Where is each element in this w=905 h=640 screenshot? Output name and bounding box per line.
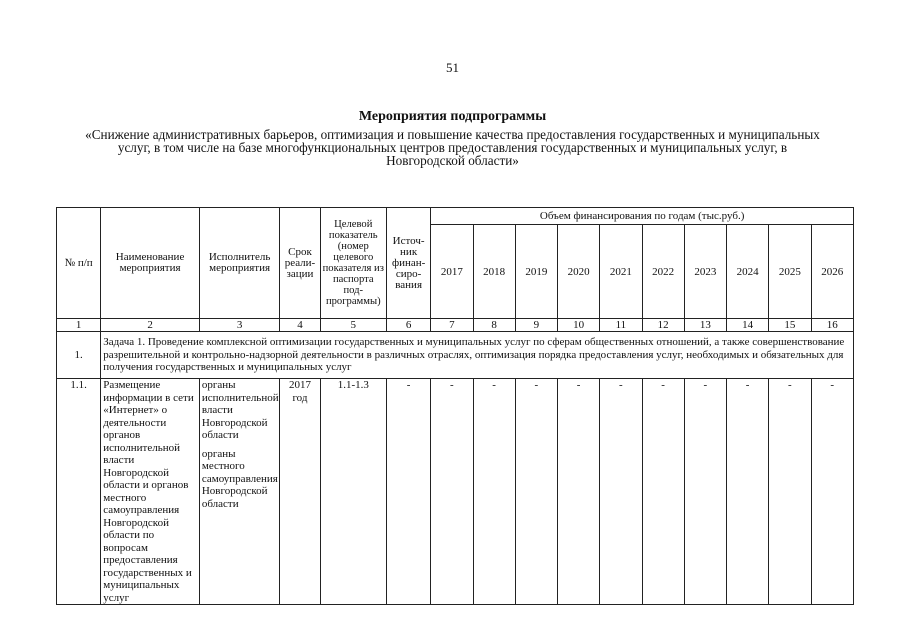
item-term: 2017 год xyxy=(280,379,320,605)
task-row xyxy=(57,332,854,379)
header-year: 2019 xyxy=(515,225,557,319)
table-row xyxy=(57,379,854,605)
column-number: 14 xyxy=(727,319,769,332)
column-number: 4 xyxy=(280,319,320,332)
header-executor: Исполнитель мероприятия xyxy=(199,208,279,319)
item-value: - xyxy=(769,379,811,605)
item-value: - xyxy=(431,379,473,605)
column-number: 5 xyxy=(320,319,386,332)
item-name: Размещение информации в сети «Интернет» о деятельности органов исполнительной власти Новгородской области и органов местного самоуправления Новгородской области по вопросам предоставления государственных и муниципальных услуг xyxy=(101,379,200,605)
column-number: 8 xyxy=(473,319,515,332)
header-name: Наименование мероприятия xyxy=(101,208,200,319)
item-number: 1.1. xyxy=(57,379,101,605)
header-funding: Объем финансирования по годам (тыс.руб.) xyxy=(431,208,854,225)
header-year: 2018 xyxy=(473,225,515,319)
column-number: 11 xyxy=(600,319,642,332)
executor-line-1: органы исполнительной власти Новгородской области xyxy=(201,379,279,441)
column-number: 16 xyxy=(811,319,854,332)
document-subtitle: «Снижение административных барьеров, оптимизация и повышение качества предоставления государственных и муниципальных услуг, в том числе на базе многофункциональных центров предоставления государственных и муниципальных услуг, в Новгородской области» xyxy=(85,127,820,168)
header-term: Срок реали-зации xyxy=(280,208,320,319)
item-target: 1.1-1.3 xyxy=(320,379,386,605)
item-source: - xyxy=(386,379,430,605)
document-title: Мероприятия подпрограммы xyxy=(358,109,547,124)
item-value: - xyxy=(558,379,600,605)
header-year: 2024 xyxy=(727,225,769,319)
item-value: - xyxy=(642,379,684,605)
column-number: 9 xyxy=(515,319,557,332)
column-number: 15 xyxy=(769,319,811,332)
header-num: № п/п xyxy=(57,208,101,319)
item-value: - xyxy=(811,379,854,605)
column-number: 6 xyxy=(386,319,430,332)
column-number: 10 xyxy=(558,319,600,332)
measures-table xyxy=(56,207,854,605)
header-year: 2022 xyxy=(642,225,684,319)
header-year: 2021 xyxy=(600,225,642,319)
task-number: 1. xyxy=(57,332,101,379)
header-target: Целевой показатель (номер целевого показателя из паспорта под-программы) xyxy=(320,208,386,319)
header-year: 2025 xyxy=(769,225,811,319)
column-number: 13 xyxy=(684,319,726,332)
item-executor xyxy=(199,379,279,605)
column-number: 7 xyxy=(431,319,473,332)
executor-line-2: органы местного самоуправления Новгородской области xyxy=(201,447,278,510)
item-value: - xyxy=(515,379,557,605)
column-number: 12 xyxy=(642,319,684,332)
header-row-1 xyxy=(57,208,854,225)
item-value: - xyxy=(684,379,726,605)
header-year: 2020 xyxy=(558,225,600,319)
item-value: - xyxy=(600,379,642,605)
item-value: - xyxy=(727,379,769,605)
column-number: 3 xyxy=(199,319,279,332)
header-year: 2026 xyxy=(811,225,854,319)
header-year: 2017 xyxy=(431,225,473,319)
task-text: Задача 1. Проведение комплексной оптимизации государственных и муниципальных услуг по сферам общественных отношений, а также совершенствование разрешительной и контрольно-надзорной деятельности в различных отраслях, оптимизация порядка предоставления услуг, необходимых и обязательных для получения государственных и муниципальных услуг xyxy=(101,332,854,379)
page-number: 51 xyxy=(446,60,459,75)
header-year: 2023 xyxy=(684,225,726,319)
column-number: 1 xyxy=(57,319,101,332)
item-value: - xyxy=(473,379,515,605)
header-source: Источ-ник финан-сиро-вания xyxy=(386,208,430,319)
column-number-row xyxy=(57,319,854,332)
column-number: 2 xyxy=(101,319,200,332)
